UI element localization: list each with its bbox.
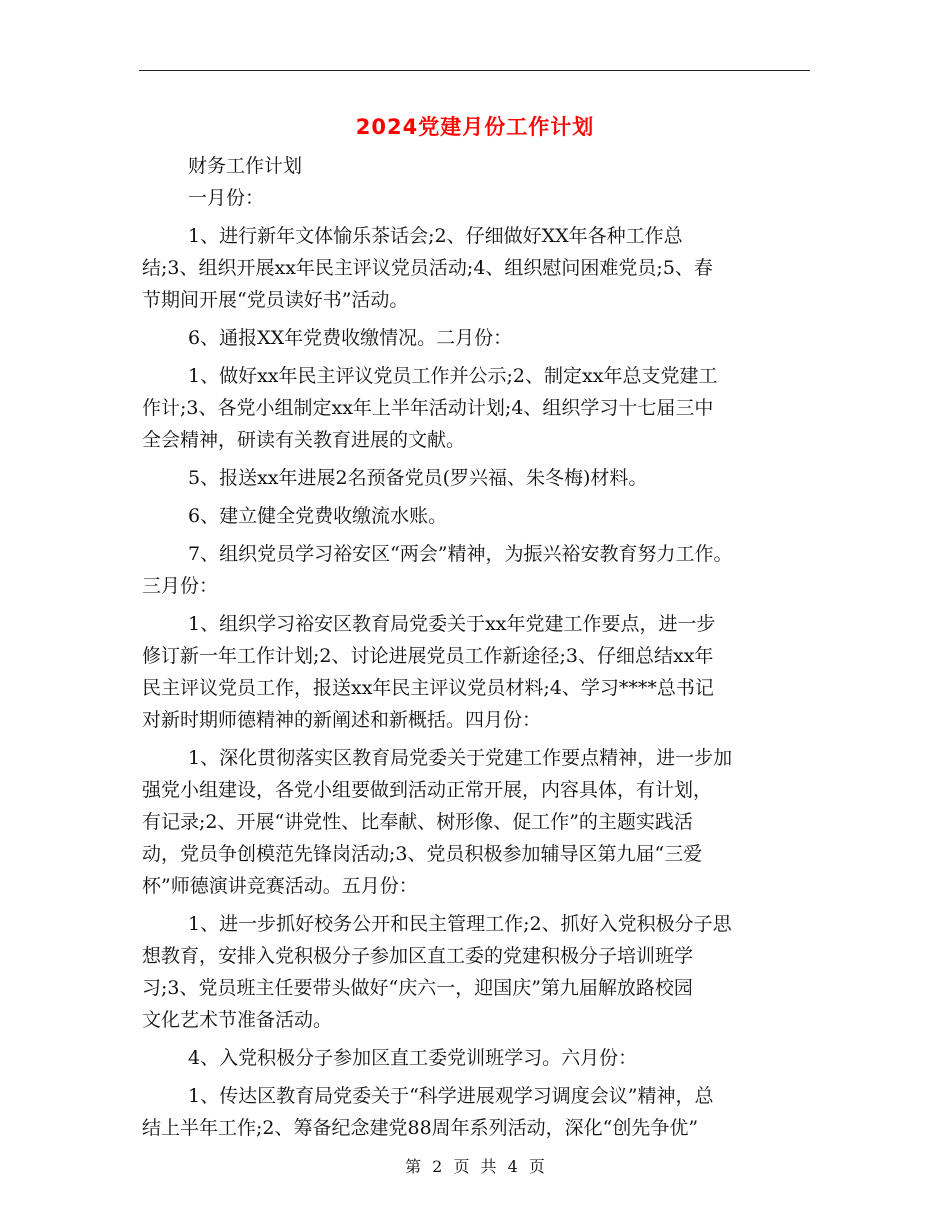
body-line: 三月份： [142, 575, 219, 597]
body-line: 1、做好xx年民主评议党员工作并公示;2、制定xx年总支党建工 [188, 365, 718, 387]
body-line: 1、深化贯彻落实区教育局党委关于党建工作要点精神，进一步加 [188, 747, 733, 769]
body-line: 修订新一年工作计划;2、讨论进展党员工作新途径;3、仔细总结xx年 [142, 645, 714, 667]
body-line: 结;3、组织开展xx年民主评议党员活动;4、组织慰问困难党员;5、春 [142, 257, 713, 279]
body-line: 6、建立健全党费收缴流水账。 [188, 505, 448, 527]
body-line: 结上半年工作;2、筹备纪念建党88周年系列活动，深化“创先争优” [142, 1117, 699, 1139]
body-line: 杯”师德演讲竞赛活动。五月份： [142, 875, 418, 897]
body-line: 作计;3、各党小组制定xx年上半年活动计划;4、组织学习十七届三中 [142, 397, 714, 419]
body-line: 1、进行新年文体愉乐茶话会;2、仔细做好XX年各种工作总 [188, 225, 683, 247]
body-line: 强党小组建设，各党小组要做到活动正常开展，内容具体，有计划， [142, 779, 713, 801]
body-line: 财务工作计划 [188, 155, 303, 177]
body-line: 习;3、党员班主任要带头做好“庆六一，迎国庆”第九届解放路校园 [142, 977, 693, 999]
header-rule [139, 70, 810, 71]
body-line: 7、组织党员学习裕安区“两会”精神，为振兴裕安教育努力工作。 [188, 543, 733, 565]
body-line: 5、报送xx年进展2名预备党员(罗兴福、朱冬梅)材料。 [188, 467, 648, 489]
body-line: 6、通报XX年党费收缴情况。二月份： [188, 327, 513, 349]
body-line: 文化艺术节准备活动。 [142, 1009, 333, 1031]
body-line: 想教育，安排入党积极分子参加区直工委的党建积极分子培训班学 [142, 945, 694, 967]
document-body [142, 150, 812, 1144]
body-line: 节期间开展“党员读好书”活动。 [142, 289, 409, 311]
body-line: 有记录;2、开展“讲党性、比奉献、树形像、促工作”的主题实践活 [142, 811, 693, 833]
body-line: 1、组织学习裕安区教育局党委关于xx年党建工作要点，进一步 [188, 613, 716, 635]
page-number: 第 2 页 共 4 页 [405, 1157, 545, 1176]
body-line: 对新时期师德精神的新阐述和新概括。四月份： [142, 709, 542, 731]
body-line: 动，党员争创模范先锋岗活动;3、党员积极参加辅导区第九届“三爱 [142, 843, 703, 865]
body-line: 4、入党积极分子参加区直工委党训班学习。六月份： [188, 1047, 638, 1069]
body-line: 1、进一步抓好校务公开和民主管理工作;2、抓好入党积极分子思 [188, 913, 732, 935]
body-line: 民主评议党员工作，报送xx年民主评议党员材料;4、学习****总书记 [142, 677, 714, 699]
body-line: 1、传达区教育局党委关于“科学进展观学习调度会议”精神，总 [188, 1085, 714, 1107]
body-line: 全会精神，研读有关教育进展的文献。 [142, 429, 466, 451]
body-line: 一月份： [188, 187, 265, 209]
document-title: 2024党建月份工作计划 [355, 115, 595, 139]
